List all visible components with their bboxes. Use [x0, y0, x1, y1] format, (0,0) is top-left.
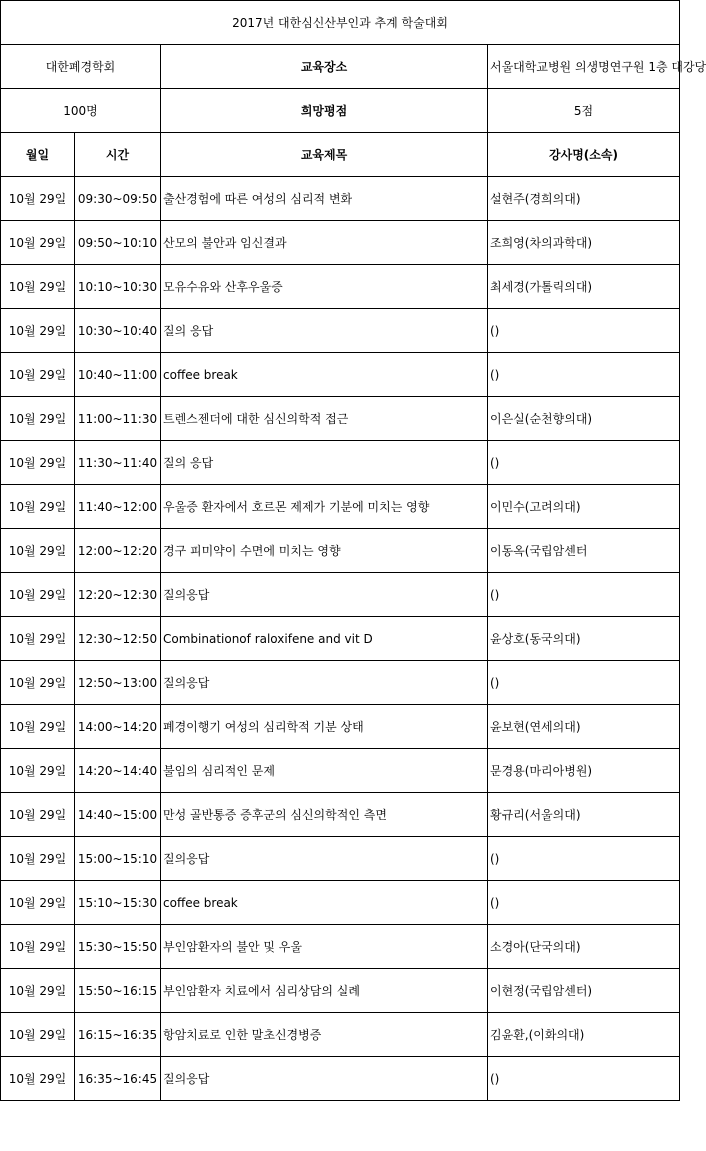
session-speaker: 조희영(차의과학대): [488, 221, 680, 265]
session-date: 10월 29일: [1, 265, 75, 309]
session-topic: 질의응답: [161, 661, 488, 705]
session-time: 10:30~10:40: [75, 309, 161, 353]
table-row: [1, 749, 680, 793]
session-time: 11:40~12:00: [75, 485, 161, 529]
session-date: 10월 29일: [1, 969, 75, 1013]
session-date: 10월 29일: [1, 1013, 75, 1057]
event-title: 2017년 대한심신산부인과 추계 학술대회: [1, 1, 680, 45]
table-row: [1, 529, 680, 573]
session-speaker: (): [488, 1057, 680, 1101]
session-date: 10월 29일: [1, 705, 75, 749]
session-time: 14:00~14:20: [75, 705, 161, 749]
session-topic: 항암치료로 인한 말초신경병증: [161, 1013, 488, 1057]
table-row: [1, 177, 680, 221]
score: 5점: [488, 89, 680, 133]
session-topic: coffee break: [161, 881, 488, 925]
session-time: 15:50~16:15: [75, 969, 161, 1013]
session-time: 15:10~15:30: [75, 881, 161, 925]
session-topic: 질의응답: [161, 573, 488, 617]
session-time: 09:50~10:10: [75, 221, 161, 265]
session-speaker: (): [488, 837, 680, 881]
session-time: 12:20~12:30: [75, 573, 161, 617]
session-date: 10월 29일: [1, 397, 75, 441]
session-speaker: 최세경(가톨릭의대): [488, 265, 680, 309]
session-speaker: 이현정(국립암센터): [488, 969, 680, 1013]
session-time: 11:30~11:40: [75, 441, 161, 485]
venue-row: [1, 45, 680, 89]
header-topic: 교육제목: [161, 133, 488, 177]
session-topic: 우울증 환자에서 호르몬 제제가 기분에 미치는 영향: [161, 485, 488, 529]
session-speaker: (): [488, 881, 680, 925]
session-speaker: (): [488, 661, 680, 705]
session-date: 10월 29일: [1, 353, 75, 397]
session-speaker: 설현주(경희의대): [488, 177, 680, 221]
session-topic: 모유수유와 산후우울증: [161, 265, 488, 309]
session-time: 12:30~12:50: [75, 617, 161, 661]
table-row: [1, 793, 680, 837]
session-topic: 질의 응답: [161, 309, 488, 353]
capacity: 100명: [1, 89, 161, 133]
table-row: [1, 617, 680, 661]
table-row: [1, 705, 680, 749]
header-date: 월일: [1, 133, 75, 177]
venue-label: 교육장소: [161, 45, 488, 89]
session-time: 10:40~11:00: [75, 353, 161, 397]
table-row: [1, 353, 680, 397]
session-time: 15:30~15:50: [75, 925, 161, 969]
table-row: [1, 1057, 680, 1101]
session-time: 14:40~15:00: [75, 793, 161, 837]
session-time: 16:35~16:45: [75, 1057, 161, 1101]
session-speaker: 이동옥(국립암센터: [488, 529, 680, 573]
session-speaker: (): [488, 441, 680, 485]
session-date: 10월 29일: [1, 793, 75, 837]
session-topic: 부인암환자 치료에서 심리상담의 실례: [161, 969, 488, 1013]
session-speaker: 황규리(서울의대): [488, 793, 680, 837]
capacity-row: [1, 89, 680, 133]
session-topic: 경구 피미약이 수면에 미치는 영향: [161, 529, 488, 573]
session-date: 10월 29일: [1, 309, 75, 353]
session-speaker: 윤상호(동국의대): [488, 617, 680, 661]
session-topic: 출산경험에 따른 여성의 심리적 변화: [161, 177, 488, 221]
header-time: 시간: [75, 133, 161, 177]
session-speaker: 소경아(단국의대): [488, 925, 680, 969]
session-speaker: 문경용(마리아병원): [488, 749, 680, 793]
session-topic: 만성 골반통증 증후군의 심신의학적인 측면: [161, 793, 488, 837]
session-time: 12:00~12:20: [75, 529, 161, 573]
session-speaker: 윤보현(연세의대): [488, 705, 680, 749]
venue: 서울대학교병원 의생명연구원 1층 대강당: [488, 45, 680, 89]
session-date: 10월 29일: [1, 661, 75, 705]
session-topic: 폐경이행기 여성의 심리학적 기분 상태: [161, 705, 488, 749]
session-topic: 질의 응답: [161, 441, 488, 485]
session-date: 10월 29일: [1, 881, 75, 925]
session-speaker: 이민수(고려의대): [488, 485, 680, 529]
table-row: [1, 837, 680, 881]
table-row: [1, 309, 680, 353]
title-row: [1, 1, 680, 45]
session-time: 10:10~10:30: [75, 265, 161, 309]
session-topic: Combinationof raloxifene and vit D: [161, 617, 488, 661]
session-date: 10월 29일: [1, 837, 75, 881]
table-row: [1, 397, 680, 441]
session-date: 10월 29일: [1, 749, 75, 793]
table-row: [1, 661, 680, 705]
header-row: [1, 133, 680, 177]
session-time: 16:15~16:35: [75, 1013, 161, 1057]
header-speaker: 강사명(소속): [488, 133, 680, 177]
table-row: [1, 881, 680, 925]
organizer: 대한폐경학회: [1, 45, 161, 89]
session-date: 10월 29일: [1, 529, 75, 573]
session-topic: 질의응답: [161, 837, 488, 881]
table-row: [1, 573, 680, 617]
session-date: 10월 29일: [1, 441, 75, 485]
session-date: 10월 29일: [1, 617, 75, 661]
table-row: [1, 1013, 680, 1057]
session-time: 12:50~13:00: [75, 661, 161, 705]
session-date: 10월 29일: [1, 177, 75, 221]
session-date: 10월 29일: [1, 485, 75, 529]
session-topic: 트렌스젠더에 대한 심신의학적 접근: [161, 397, 488, 441]
session-topic: 부인암환자의 불안 및 우울: [161, 925, 488, 969]
table-row: [1, 221, 680, 265]
session-speaker: (): [488, 573, 680, 617]
session-speaker: 이은실(순천향의대): [488, 397, 680, 441]
session-time: 11:00~11:30: [75, 397, 161, 441]
score-label: 희망평점: [161, 89, 488, 133]
session-topic: 불임의 심리적인 문제: [161, 749, 488, 793]
session-topic: 질의응답: [161, 1057, 488, 1101]
session-speaker: (): [488, 353, 680, 397]
session-topic: 산모의 불안과 임신결과: [161, 221, 488, 265]
session-speaker: 김윤환,(이화의대): [488, 1013, 680, 1057]
session-time: 14:20~14:40: [75, 749, 161, 793]
session-date: 10월 29일: [1, 573, 75, 617]
session-topic: coffee break: [161, 353, 488, 397]
table-row: [1, 925, 680, 969]
table-row: [1, 441, 680, 485]
session-date: 10월 29일: [1, 221, 75, 265]
table-row: [1, 485, 680, 529]
table-row: [1, 969, 680, 1013]
session-date: 10월 29일: [1, 925, 75, 969]
session-speaker: (): [488, 309, 680, 353]
session-date: 10월 29일: [1, 1057, 75, 1101]
table-row: [1, 265, 680, 309]
session-time: 15:00~15:10: [75, 837, 161, 881]
session-time: 09:30~09:50: [75, 177, 161, 221]
